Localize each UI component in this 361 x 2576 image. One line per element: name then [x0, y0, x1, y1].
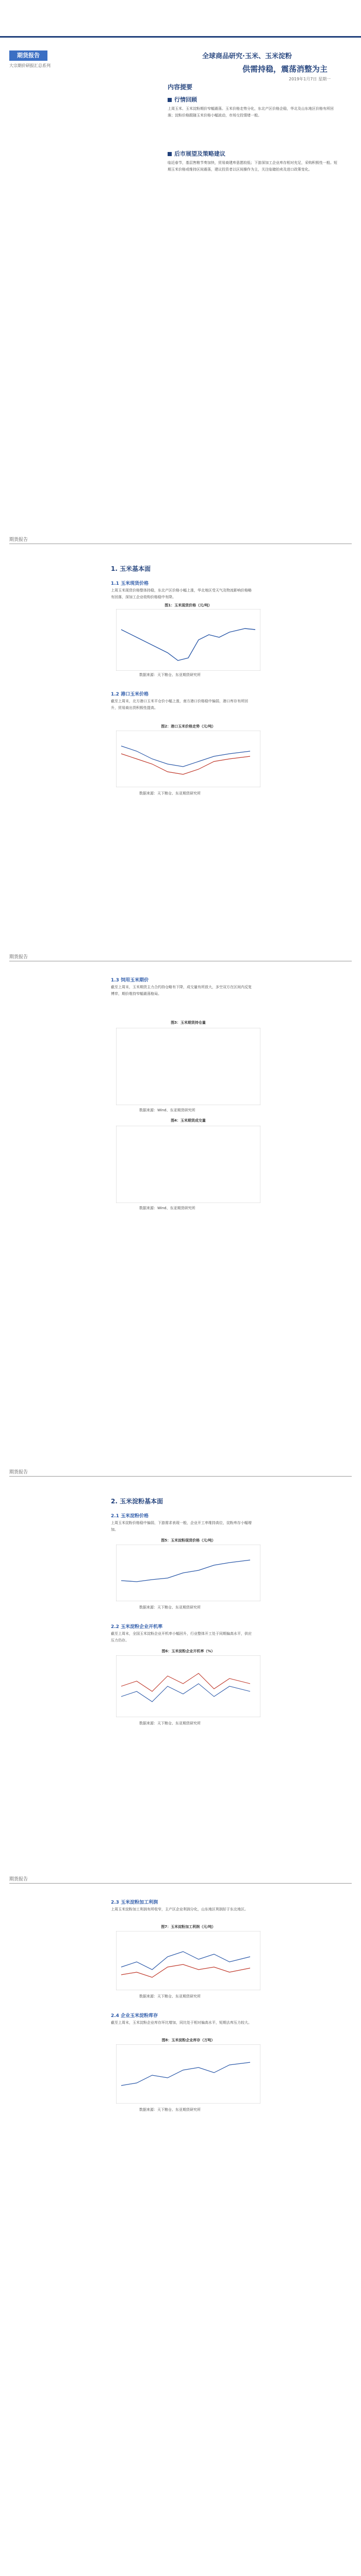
section-1-3-text: 截至上周末，玉米期货主力合约持仓略有下降，成交量有所放大，多空双方在区间内反复博弈，期价维持窄幅震荡格局。	[111, 985, 252, 996]
section-2-2-title: 2.2 玉米淀粉企业开机率	[111, 1624, 163, 1630]
bullet-icon	[168, 152, 172, 156]
bullet-icon	[168, 98, 172, 102]
chapter-1-title: 1. 玉米基本面	[111, 565, 151, 572]
page-label: 期货报告	[9, 1470, 28, 1475]
fig8-title: 图8：玉米淀粉企业库存（万吨）	[161, 2038, 215, 2042]
fig6-title: 图6：玉米淀粉企业开机率（%）	[161, 1649, 215, 1653]
fig4-chart	[116, 1126, 260, 1203]
fig5-title: 图5：玉米淀粉现货价格（元/吨）	[161, 1538, 216, 1543]
section-2-2-text: 截至上周末，全国玉米淀粉企业开机率小幅回升，行业整体开工处于同期偏高水平，供应压力仍存。	[111, 1632, 252, 1642]
fig4-title: 图4：玉米期货成交量	[171, 1118, 206, 1123]
fig8-source: 数据来源：天下粮仓、东亚期货研究所	[139, 2108, 201, 2112]
fig5-chart	[116, 1545, 260, 1601]
section-2-1-title: 2.1 玉米淀粉价格	[111, 1514, 149, 1519]
section-1-3-title: 1.3 饲用玉米期价	[111, 978, 149, 983]
fig3-title: 图3：玉米期货持仓量	[171, 1021, 206, 1025]
fig4-source: 数据来源：Wind、东亚期货研究所	[139, 1206, 195, 1210]
fig7-title: 图7：玉米淀粉加工利润（元/吨）	[161, 1925, 216, 1929]
report-tag-sub: 大宗期价研报汇总系列	[9, 63, 51, 68]
fig2-title: 图2：港口玉米价格走势（元/吨）	[161, 724, 216, 728]
summary-heading-1: 行情回顾	[168, 95, 197, 104]
fig1-chart	[116, 609, 260, 671]
section-1-1-title: 1.1 玉米现货价格	[111, 581, 149, 586]
summary-text-2: 临近春节，基层售粮节奏加快，贸易商建库意愿较低；下游深加工企业库存相对充足，采购积极性一般。短期玉米价格或维持区间震荡，建议投资者以区间操作为主，关注临储拍卖及进口政策变化。	[168, 161, 337, 172]
page-divider	[9, 1476, 352, 1477]
section-2-3-title: 2.3 玉米淀粉加工利润	[111, 1900, 158, 1905]
fig3-chart	[116, 1028, 260, 1105]
summary-heading-2: 后市展望及策略建议	[168, 149, 225, 158]
fig8-chart	[116, 2044, 260, 2104]
fig2-source: 数据来源：天下粮仓、东亚期货研究所	[139, 791, 201, 795]
section-2-1-text: 上周玉米淀粉价格稳中偏弱，下游需求表现一般，企业开工率维持高位，淀粉库存小幅增加。	[111, 1521, 252, 1532]
fig5-source: 数据来源：天下粮仓、东亚期货研究所	[139, 1605, 201, 1609]
page-label: 期货报告	[9, 537, 28, 543]
chapter-2-title: 2. 玉米淀粉基本面	[111, 1498, 163, 1505]
report-subtitle: 供需持稳，震荡消整为主	[242, 64, 328, 74]
fig7-source: 数据来源：天下粮仓、东亚期货研究所	[139, 1994, 201, 1998]
page-label: 期货报告	[9, 1877, 28, 1882]
section-2-4-title: 2.4 企业玉米淀粉库存	[111, 2013, 158, 2019]
header-bar	[0, 36, 361, 38]
page-divider	[9, 1883, 352, 1884]
section-1-2-title: 1.2 港口玉米价格	[111, 692, 149, 697]
page-label: 期货报告	[9, 955, 28, 960]
fig3-source: 数据来源：Wind、东亚期货研究所	[139, 1108, 195, 1112]
report-date: 2019年1月7日 星期一	[289, 77, 331, 81]
section-1-1-text: 上周玉米现货价格整体持稳，东北产区价格小幅上涨，华北地区受天气及物流影响价格略有回落，深加工企业收购价格稳中有降。	[111, 588, 252, 599]
section-2-3-text: 上周玉米淀粉加工利润有所收窄，主产区企业利润分化，山东地区利润好于东北地区。	[111, 1907, 248, 1911]
fig6-chart	[116, 1655, 260, 1717]
section-2-4-text: 截至上周末，玉米淀粉企业库存环比增加，同比处于相对偏高水平，短期去库压力较大。	[111, 2021, 252, 2025]
fig2-chart	[116, 731, 260, 787]
section-1-2-text: 截至上周末，北方港口玉米平仓价小幅上涨，南方港口价格稳中偏弱，港口库存有所回升，贸易商出货积极性提高。	[111, 699, 248, 710]
report-title: 全球商品研究·玉米、玉米淀粉	[202, 53, 292, 60]
summary-text-1: 上周玉米、玉米淀粉期价窄幅震荡。玉米价格走势分化，东北产区价格企稳，华北及山东地区价格有所回落；淀粉价格跟随玉米价格小幅波动，市场交投情绪一般。	[168, 107, 334, 117]
fig1-source: 数据来源：天下粮仓、东亚期货研究所	[139, 673, 201, 677]
report-tag: 期货报告	[9, 50, 47, 61]
fig7-chart	[116, 1931, 260, 1990]
fig6-source: 数据来源：天下粮仓、东亚期货研究所	[139, 1721, 201, 1725]
summary-title: 内容提要	[168, 83, 193, 91]
fig1-title: 图1：玉米现货价格（元/吨）	[165, 603, 212, 607]
